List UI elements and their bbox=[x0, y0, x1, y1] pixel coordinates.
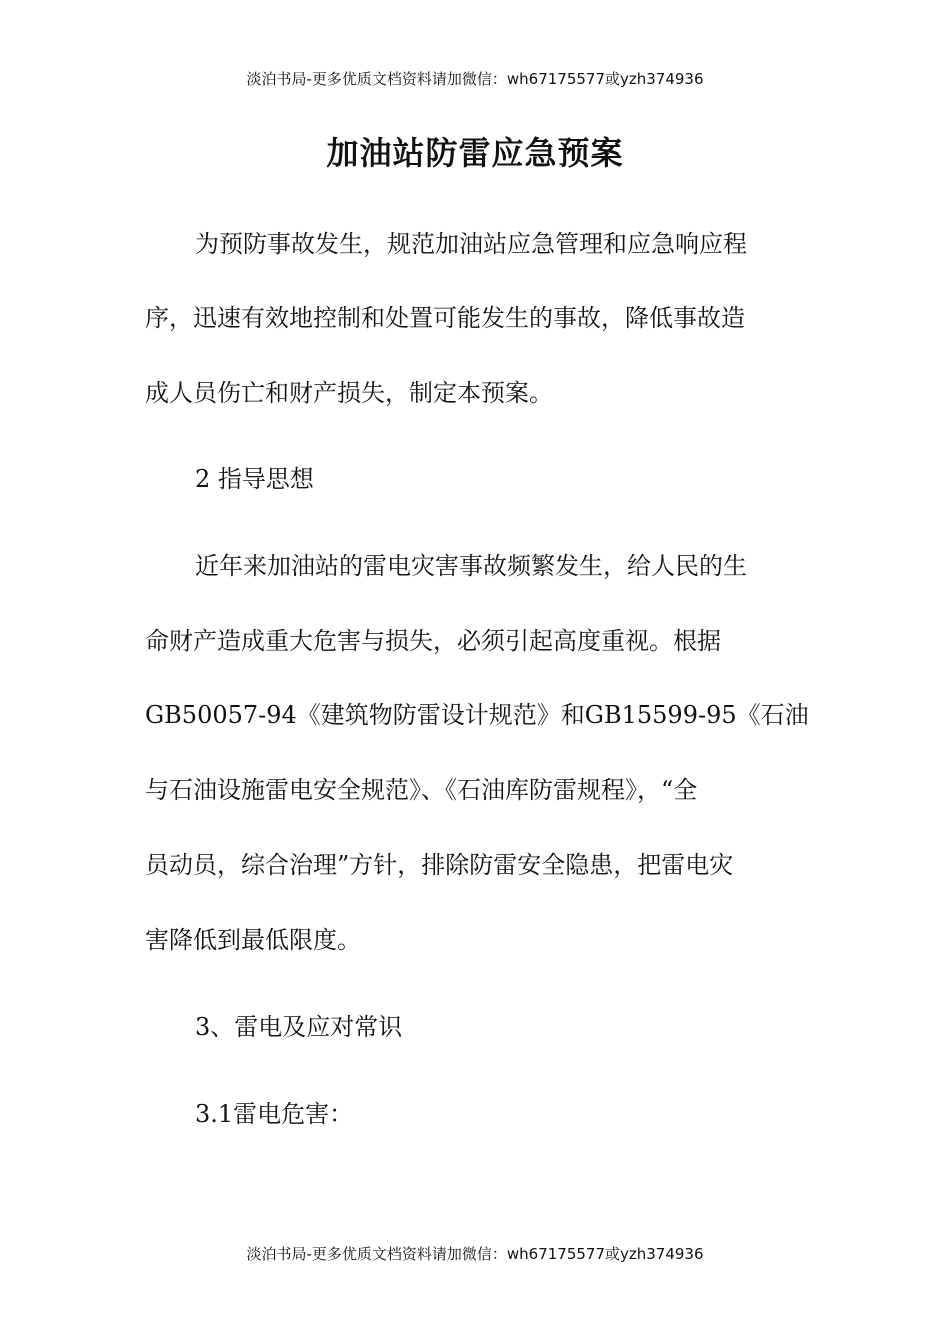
section-3-1-heading: 3.1雷电危害： bbox=[195, 1100, 354, 1128]
page-footer-watermark: 淡泊书局-更多优质文档资料请加微信：wh67175577或yzh374936 bbox=[246, 1245, 704, 1263]
paragraph-2-line-5: 员动员，综合治理”方针，排除防雷安全隐患，把雷电灾 bbox=[145, 851, 734, 879]
paragraph-2-line-4: 与石油设施雷电安全规范》、《石油库防雷规程》，“全 bbox=[145, 776, 698, 804]
section-2-heading: 2 指导思想 bbox=[195, 465, 314, 493]
paragraph-2-line-6: 害降低到最低限度。 bbox=[145, 926, 361, 954]
paragraph-2-line-2: 命财产造成重大危害与损失，必须引起高度重视。根据 bbox=[145, 627, 721, 655]
paragraph-2-line-3: GB50057-94《建筑物防雷设计规范》和GB15599-95《石油 bbox=[145, 701, 809, 729]
section-3-heading: 3、雷电及应对常识 bbox=[195, 1013, 403, 1041]
paragraph-1-line-1: 为预防事故发生，规范加油站应急管理和应急响应程 bbox=[195, 230, 747, 258]
paragraph-1-line-3: 成人员伤亡和财产损失，制定本预案。 bbox=[145, 379, 553, 407]
document-title: 加油站防雷应急预案 bbox=[326, 134, 624, 172]
paragraph-1-line-2: 序，迅速有效地控制和处置可能发生的事故，降低事故造 bbox=[145, 304, 745, 332]
page-header-watermark: 淡泊书局-更多优质文档资料请加微信：wh67175577或yzh374936 bbox=[246, 70, 704, 88]
paragraph-2-line-1: 近年来加油站的雷电灾害事故频繁发生，给人民的生 bbox=[195, 552, 747, 580]
